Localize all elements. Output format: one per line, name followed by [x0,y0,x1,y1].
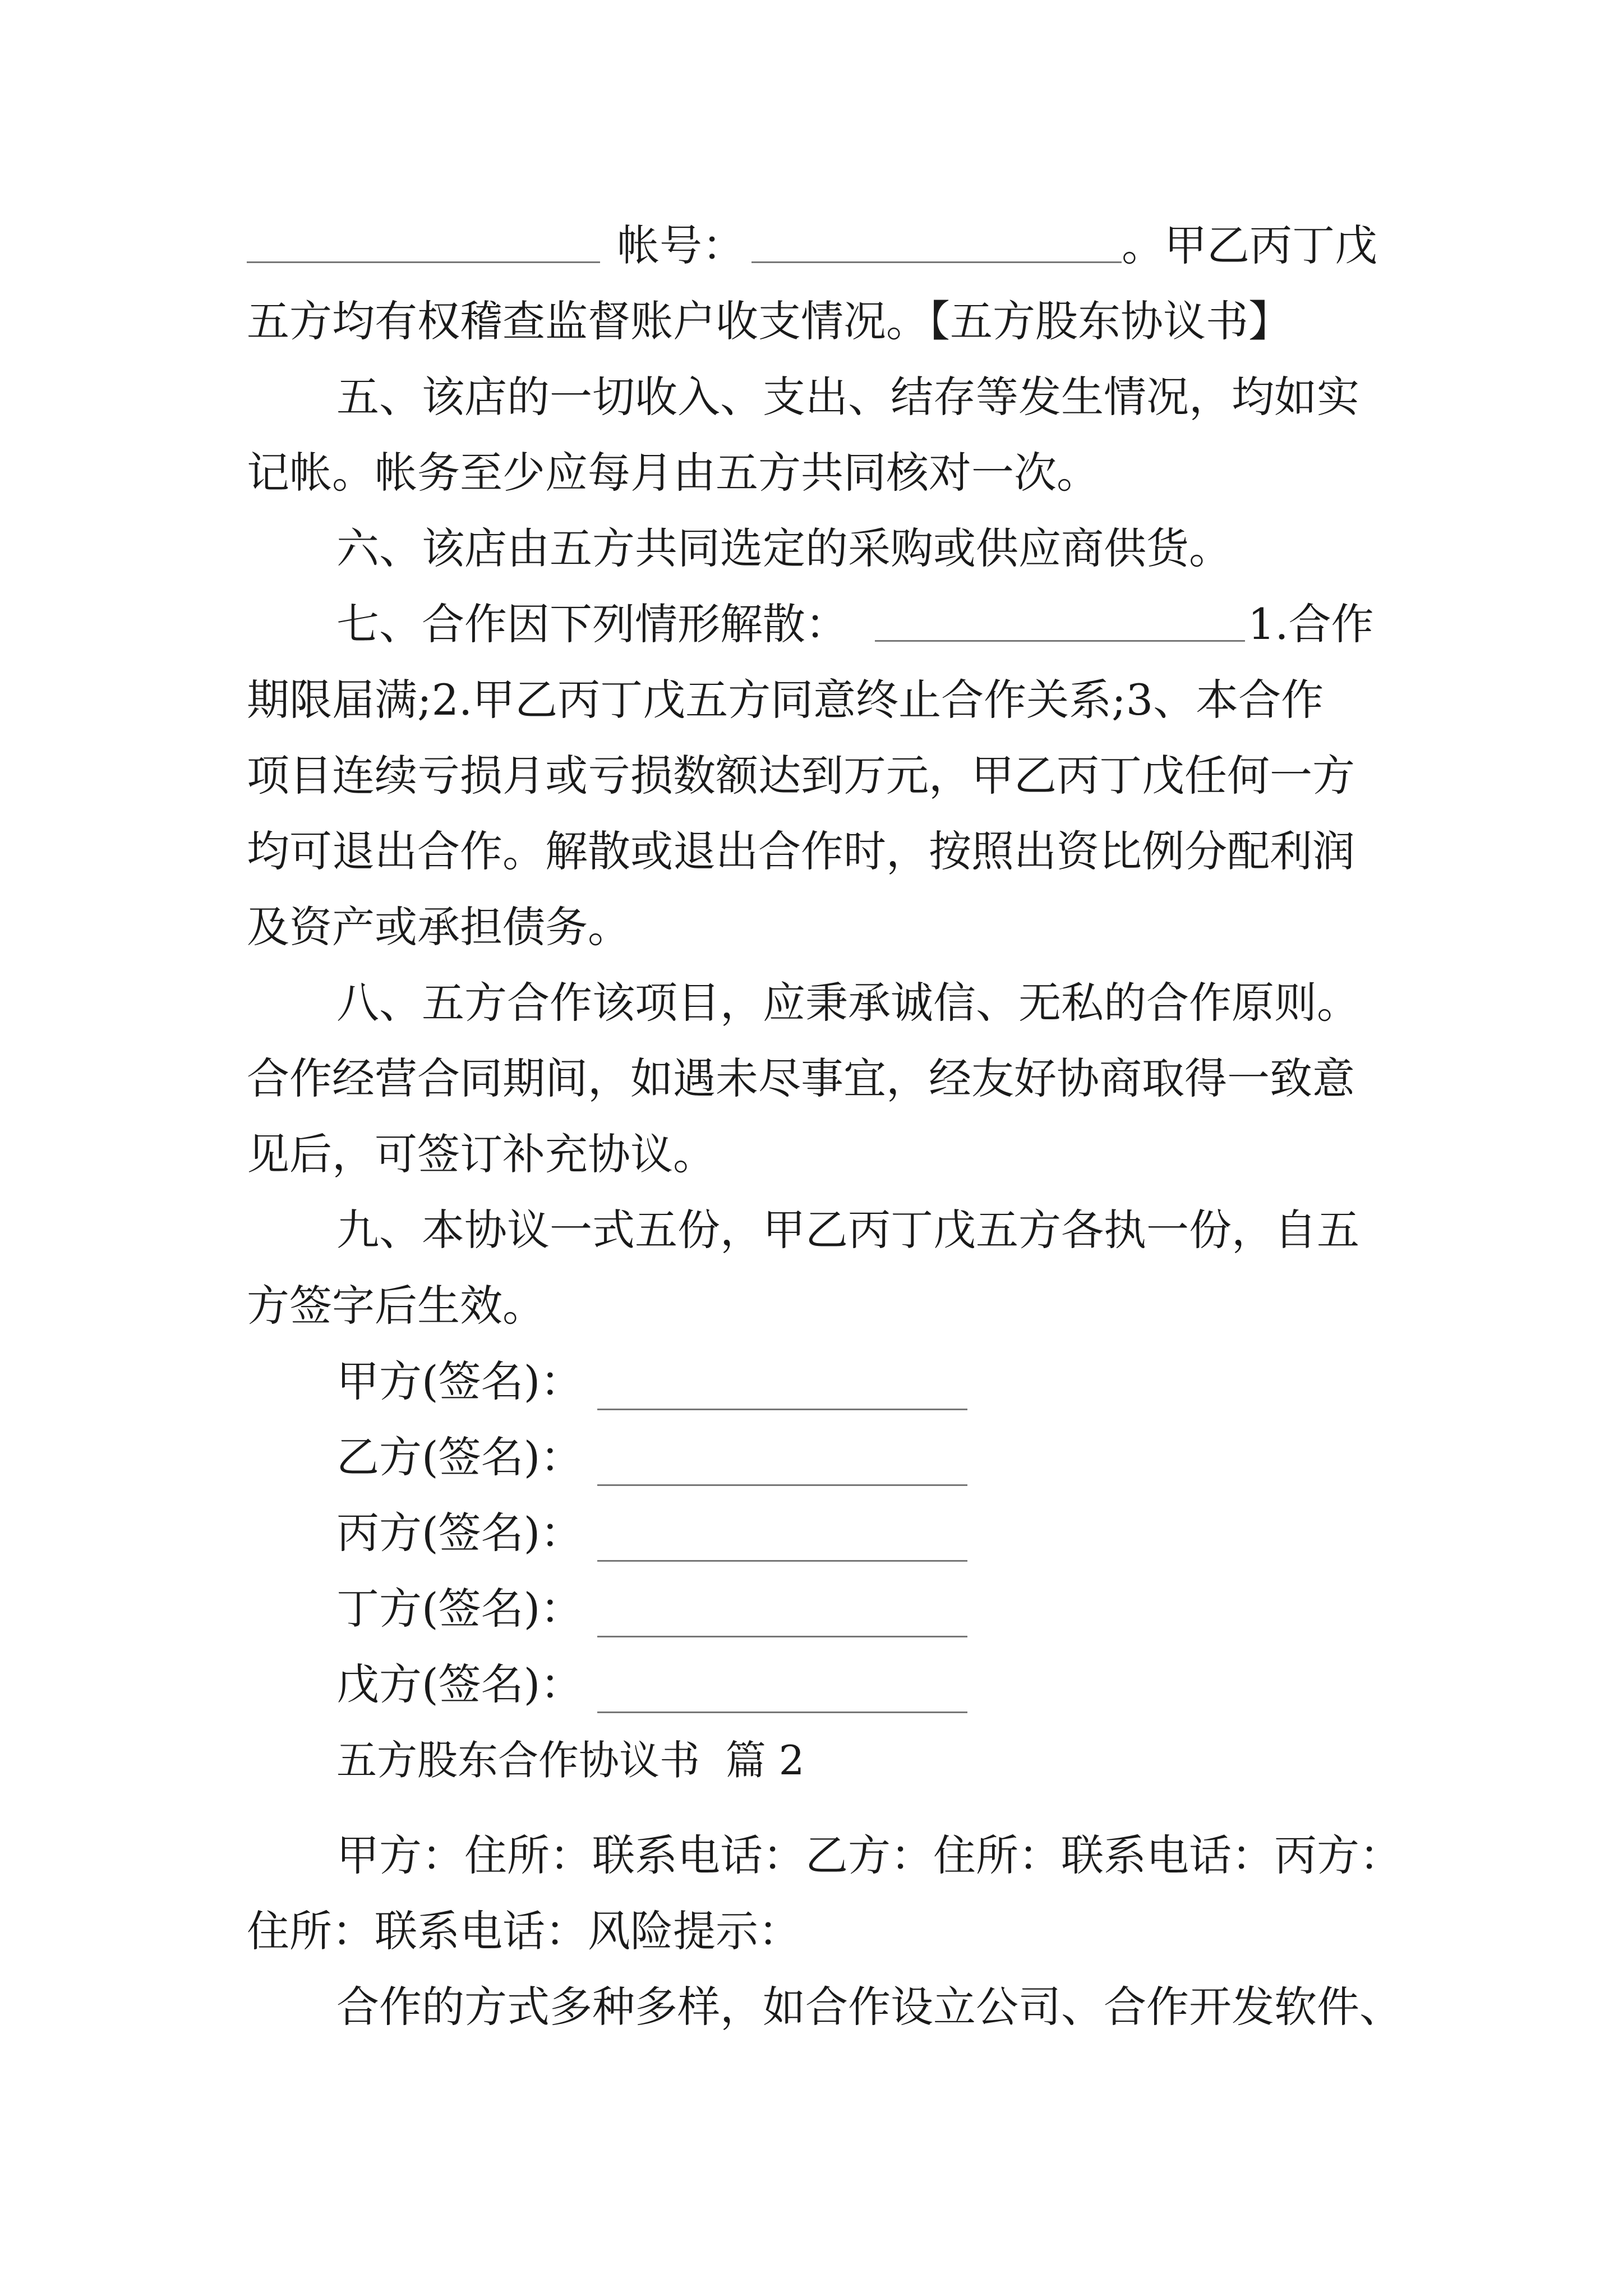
doc-line-9: 均可退出合作。解散或退出合作时，按照出资比例分配利润 [247,826,1355,876]
section2-line-3: 合作的方式多种多样，如合作设立公司、合作开发软件、 [336,1982,1402,2032]
section2-line-2: 住所：联系电话：风险提示： [247,1906,801,1956]
signature-party-e: 戊方(签名)： [336,1659,583,1709]
signature-party-b: 乙方(签名)： [336,1432,583,1482]
account-number-blank [751,261,1122,263]
doc-line-14: 九、本协议一式五份，甲乙丙丁戊五方各执一份，自五 [336,1205,1359,1255]
signature-blank-d [597,1636,967,1637]
doc-line-15: 方签字后生效。 [247,1281,545,1331]
doc-line-8: 项目连续亏损月或亏损数额达到万元，甲乙丙丁戊任何一方 [247,751,1355,800]
doc-line-10: 及资产或承担债务。 [247,902,630,952]
signature-party-c: 丙方(签名)： [336,1508,583,1558]
doc-line-1b: 。甲乙丙丁戊 [1122,220,1377,270]
doc-line-12: 合作经营合同期间，如遇未尽事宜，经友好协商取得一致意 [247,1053,1355,1103]
doc-line-6b: 1.合作 [1248,599,1374,649]
doc-line-4: 记帐。帐务至少应每月由五方共同核对一次。 [247,448,1099,498]
doc-line-13: 见后，可签订补充协议。 [247,1129,716,1179]
section2-line-1: 甲方：住所：联系电话：乙方：住所：联系电话：丙方： [336,1830,1402,1880]
signature-party-a: 甲方(签名)： [336,1356,583,1406]
signature-party-d: 丁方(签名)： [336,1584,583,1634]
doc-line-3: 五、该店的一切收入、支出、结存等发生情况，均如实 [336,372,1359,422]
account-name-blank [247,261,600,263]
signature-blank-e [597,1711,967,1713]
dissolution-blank [875,640,1245,642]
doc-line-1a: 帐号： [617,220,745,270]
doc-line-7: 期限届满;2.甲乙丙丁戊五方同意终止合作关系;3、本合作 [247,675,1324,725]
signature-blank-c [597,1560,967,1562]
signature-blank-b [597,1484,967,1486]
section2-title: 五方股东合作协议书 篇 2 [336,1737,805,1784]
signature-blank-a [597,1409,967,1410]
doc-line-11: 八、五方合作该项目，应秉承诚信、无私的合作原则。 [336,978,1359,1028]
doc-line-6a: 七、合作因下列情形解散： [336,599,848,649]
doc-line-5: 六、该店由五方共同选定的采购或供应商供货。 [336,523,1232,573]
doc-line-2: 五方均有权稽查监督账户收支情况。【五方股东协议书】 [247,296,1291,346]
